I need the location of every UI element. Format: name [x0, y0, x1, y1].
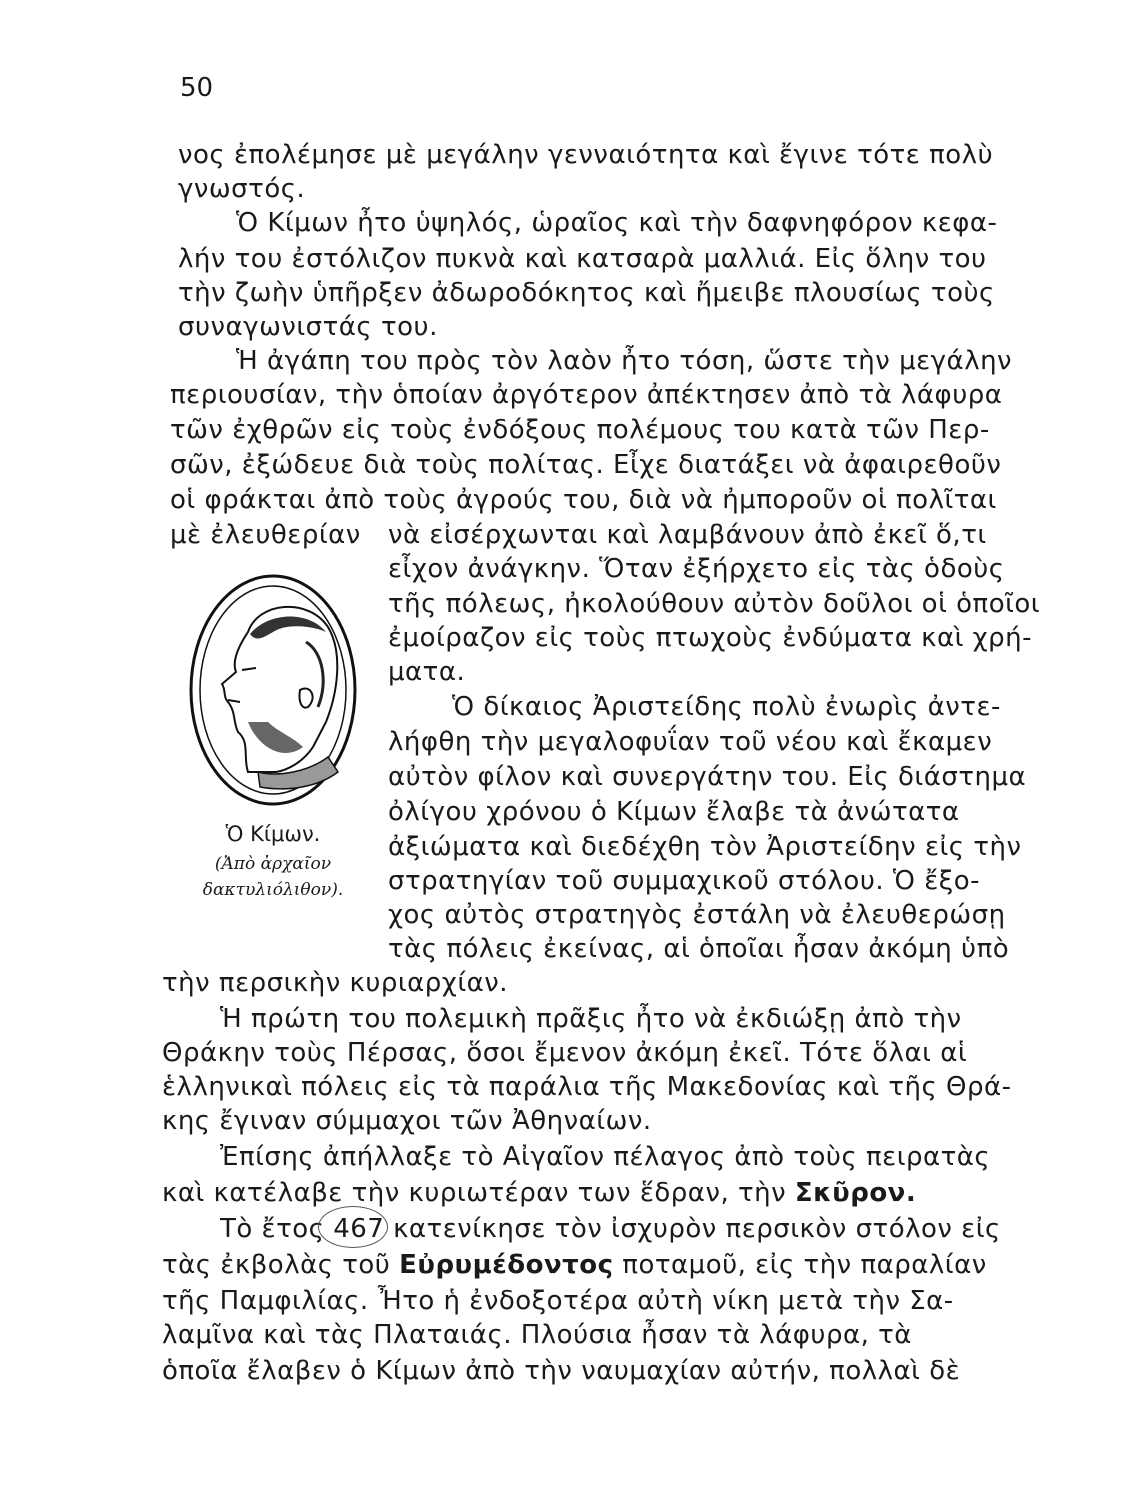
text-line — [162, 1248, 987, 1282]
text-line: σῶν, ἐξώδευε διὰ τοὺς πολίτας. Εἶχε διατάξει νὰ ἀφαιρεθοῦν — [170, 450, 1002, 480]
text-line: νος ἐπολέμησε μὲ μεγάλην γενναιότητα καὶ ἔγινε τότε πολὺ — [178, 140, 994, 170]
text-line: Ὁ Κίμων ἦτο ὑψηλός, ὡραῖος καὶ τὴν δαφνηφόρον κεφα- — [236, 208, 998, 238]
place-name-skyros: Σκῦρον. — [794, 1178, 917, 1208]
text-line: στρατηγίαν τοῦ συμμαχικοῦ στόλου. Ὁ ἔξο- — [388, 866, 981, 896]
year-circle-annotation — [318, 1206, 388, 1248]
text-line: νὰ εἰσέρχωνται καὶ λαμβάνουν ἀπὸ ἐκεῖ ὅ,τι — [388, 520, 987, 550]
text-line — [162, 1176, 916, 1210]
text-line: ἐμοίραζον εἰς τοὺς πτωχοὺς ἐνδύματα καὶ χρή- — [388, 623, 1033, 653]
line-text: καὶ κατέλαβε τὴν κυριωτέραν των ἕδραν, τὴν — [162, 1178, 795, 1208]
line-text: τὰς ἐκβολὰς τοῦ — [162, 1250, 400, 1280]
text-line: ὁποῖα ἔλαβεν ὁ Κίμων ἀπὸ τὴν ναυμαχίαν αὐτήν, πολλαὶ δὲ — [162, 1356, 961, 1386]
text-line: λήν του ἐστόλιζον πυκνὰ καὶ κατσαρὰ μαλλιά. Εἰς ὅλην του — [178, 244, 987, 274]
text-line: λήφθη τὴν μεγαλοφυΐαν τοῦ νέου καὶ ἔκαμεν — [388, 727, 993, 757]
place-name-eurymedon: Εὐρυμέδοντος — [399, 1250, 614, 1280]
text-line: Ἡ πρώτη του πολεμικὴ πρᾶξις ἦτο νὰ ἐκδιώξῃ ἀπὸ τὴν — [220, 1004, 962, 1034]
text-line: κης ἔγιναν σύμμαχοι τῶν Ἀθηναίων. — [162, 1106, 652, 1136]
text-line: ὀλίγου χρόνου ὁ Κίμων ἔλαβε τὰ ἀνώτατα — [388, 797, 960, 827]
text-line: ματα. — [388, 657, 466, 687]
figure-caption-source-line2: δακτυλιόλιθον). — [202, 880, 344, 900]
text-line: περιουσίαν, τὴν ὁποίαν ἀργότερον ἀπέκτησεν ἀπὸ τὰ λάφυρα — [170, 380, 1003, 410]
text-line: εἶχον ἀνάγκην. Ὅταν ἐξήρχετο εἰς τὰς ὁδοὺς — [388, 554, 1005, 584]
cimon-portrait-illustration — [188, 572, 358, 808]
text-line: ἑλληνικαὶ πόλεις εἰς τὰ παράλια τῆς Μακεδονίας καὶ τῆς Θρά- — [162, 1072, 1012, 1102]
text-line: Τὸ ἔτος 467 κατενίκησε τὸν ἰσχυρὸν περσικὸν στόλον εἰς — [220, 1214, 1001, 1244]
text-line: οἱ φράκται ἀπὸ τοὺς ἀγρούς του, διὰ νὰ ἠμποροῦν οἱ πολῖται — [170, 485, 997, 515]
line-text: ποταμοῦ, εἰς τὴν παραλίαν — [613, 1250, 987, 1280]
text-line: χος αὐτὸς στρατηγὸς ἐστάλη νὰ ἐλευθερώσῃ — [388, 900, 1006, 930]
text-line: Ἡ ἀγάπη του πρὸς τὸν λαὸν ἦτο τόση, ὥστε τὴν μεγάλην — [236, 346, 1013, 376]
text-line: τῆς Παμφιλίας. Ἦτο ἡ ἐνδοξοτέρα αὐτὴ νίκη μετὰ τὴν Σα- — [162, 1286, 954, 1316]
text-line: συναγωνιστάς του. — [178, 312, 438, 342]
text-line: αὐτὸν φίλον καὶ συνεργάτην του. Εἰς διάστημα — [388, 762, 1027, 792]
text-line: τῆς πόλεως, ἠκολούθουν αὐτὸν δοῦλοι οἱ ὁποῖοι — [388, 589, 1041, 619]
text-line: ἀξιώματα καὶ διεδέχθη τὸν Ἀριστείδην εἰς τὴν — [388, 832, 1022, 862]
text-line: τὴν ζωὴν ὑπῆρξεν ἀδωροδόκητος καὶ ἤμειβε πλουσίως τοὺς — [178, 278, 995, 308]
cimon-portrait-figure — [188, 572, 358, 808]
text-line: τὴν περσικὴν κυριαρχίαν. — [162, 968, 509, 998]
figure-caption-title: Ὁ Κίμων. — [225, 822, 321, 846]
text-line: γνωστός. — [178, 174, 306, 204]
page-number: 50 — [180, 73, 214, 103]
text-line: Ἐπίσης ἀπήλλαξε τὸ Αἰγαῖον πέλαγος ἀπὸ τοὺς πειρατὰς — [220, 1142, 991, 1172]
text-line: Ὁ δίκαιος Ἀριστείδης πολὺ ἐνωρὶς ἀντε- — [452, 692, 1001, 722]
text-line: τῶν ἐχθρῶν εἰς τοὺς ἐνδόξους πολέμους του κατὰ τῶν Περ- — [170, 415, 990, 445]
figure-caption-source-line1: (Ἀπὸ ἀρχαῖον — [214, 854, 332, 874]
text-line: λαμῖνα καὶ τὰς Πλαταιάς. Πλούσια ἦσαν τὰ λάφυρα, τὰ — [162, 1320, 912, 1350]
text-line: μὲ ἐλευθερίαν — [170, 520, 361, 550]
text-line: τὰς πόλεις ἐκείνας, αἱ ὁποῖαι ἦσαν ἀκόμη ὑπὸ — [388, 934, 1010, 964]
text-line: Θράκην τοὺς Πέρσας, ὅσοι ἔμενον ἀκόμη ἐκεῖ. Τότε ὅλαι αἱ — [162, 1038, 968, 1068]
